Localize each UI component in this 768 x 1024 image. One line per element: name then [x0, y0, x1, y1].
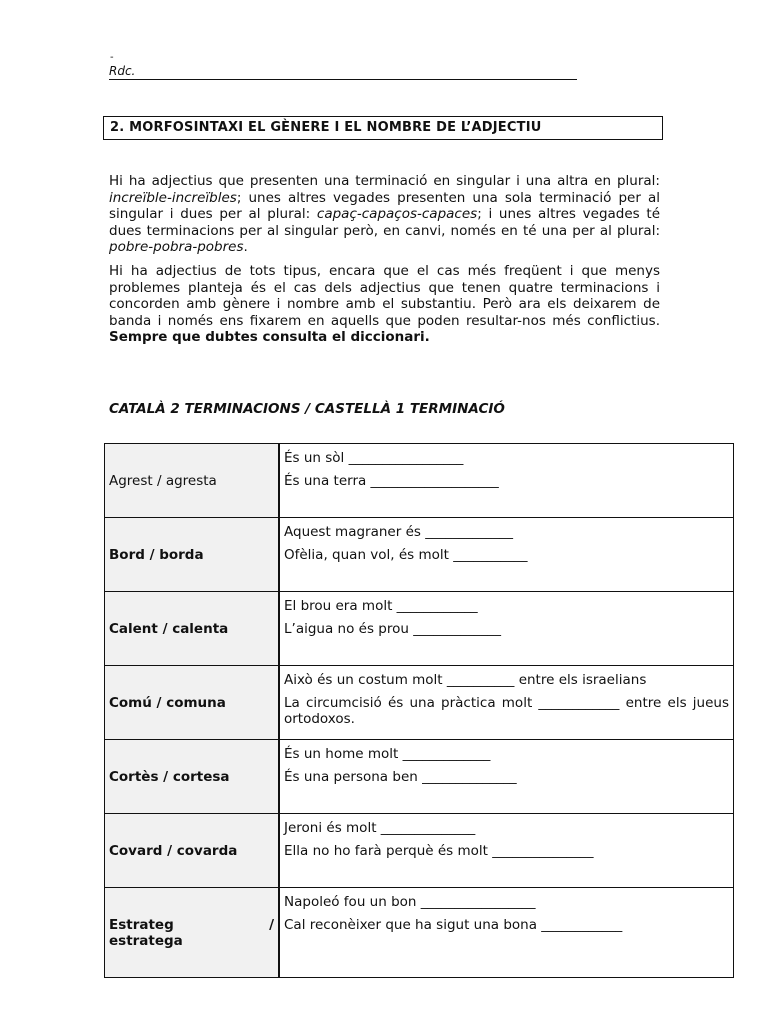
intro-example-2: capaç-capaços-capaces [316, 206, 478, 222]
table-row [105, 888, 734, 978]
name-label: Rdc. [109, 64, 136, 78]
table-row [105, 814, 734, 888]
adjective-line [109, 917, 274, 933]
adjective-cell: Covard / covarda [105, 814, 280, 888]
adjective-cell: Agrest / agresta [105, 444, 280, 518]
exercise-table [104, 443, 734, 978]
exercise-subtitle: CATALÀ 2 TERMINACIONS / CASTELLÀ 1 TERMINACIÓ [109, 401, 505, 417]
adjective-cell: Calent / calenta [105, 592, 280, 666]
adjective-cell: Comú / comuna [105, 666, 280, 740]
header-dash: - [110, 52, 114, 63]
intro-text-1: Hi ha adjectius que presenten una terminació en singular i una altra en plural: [109, 173, 660, 189]
intro-text-4: . [243, 239, 248, 255]
sentences-cell [279, 740, 734, 814]
sentences-cell [279, 666, 734, 740]
sentence-blank[interactable]: És una terra ___________________ [284, 473, 499, 489]
sentence-blank[interactable]: La circumcisió és una pràctica molt ____________ entre els jueus ortodoxos. [284, 695, 729, 727]
sentence-blank[interactable]: És un home molt _____________ [284, 746, 491, 762]
sentences-cell [279, 518, 734, 592]
sentence-blank[interactable]: És un sòl _________________ [284, 450, 464, 466]
sentence-blank[interactable]: Això és un costum molt __________ entre els israelians [284, 672, 647, 688]
intro-example-1: increïble-increïbles [109, 189, 237, 206]
dictionary-advice: Sempre que dubtes consulta el diccionari. [109, 329, 430, 345]
sentence-blank[interactable]: Napoleó fou un bon _________________ [284, 894, 536, 910]
intro-paragraph [109, 173, 660, 256]
adjective-separator: / [269, 916, 274, 933]
sentences-cell [279, 592, 734, 666]
intro-example-3: pobre-pobra-pobres [109, 239, 244, 255]
sentences-cell [279, 888, 734, 978]
intro-text-3: ; i unes altres vegades té dues terminacions per al singular però, en canvi, només en té una per al plural: [109, 206, 661, 239]
table-row [105, 666, 734, 740]
sentences-cell [279, 814, 734, 888]
sentence-blank[interactable]: L’aigua no és prou _____________ [284, 621, 501, 637]
sentence-blank[interactable]: Jeroni és molt ______________ [284, 820, 476, 836]
sentence-blank[interactable]: Ofèlia, quan vol, és molt ___________ [284, 547, 528, 563]
table-row [105, 444, 734, 518]
table-row [105, 592, 734, 666]
adjective-cell: Bord / borda [105, 518, 280, 592]
adjective-feminine: estratega [109, 932, 183, 949]
explanation-text: Hi ha adjectius de tots tipus, encara que el cas més freqüent i que menys problemes planteja és el cas dels adjectius que tenen quatre terminacions i concorden amb gènere i nombre amb el substantiu. Però ara els deixarem de banda i només ens fixarem en aquells que poden resultar-nos més conflictius. [109, 263, 660, 329]
section-title: 2. MORFOSINTAXI EL GÈNERE I EL NOMBRE DE L’ADJECTIU [103, 116, 663, 140]
sentences-cell [279, 444, 734, 518]
name-field[interactable] [109, 64, 577, 80]
explanation-paragraph [109, 263, 660, 346]
intro-text-2: ; unes altres vegades presenten una sola terminació per al singular i dues per al plural: [109, 189, 660, 222]
adjective-cell: Cortès / cortesa [105, 740, 280, 814]
sentence-blank[interactable]: Aquest magraner és _____________ [284, 524, 513, 540]
sentence-blank[interactable]: El brou era molt ____________ [284, 598, 478, 614]
table-row [105, 740, 734, 814]
adjective-masculine: Estrateg [109, 916, 174, 933]
sentence-blank[interactable]: És una persona ben ______________ [284, 769, 517, 785]
sentence-blank[interactable]: Cal reconèixer que ha sigut una bona ____________ [284, 917, 623, 933]
sentence-blank[interactable]: Ella no ho farà perquè és molt _______________ [284, 843, 594, 859]
adjective-cell [105, 888, 280, 978]
table-row [105, 518, 734, 592]
